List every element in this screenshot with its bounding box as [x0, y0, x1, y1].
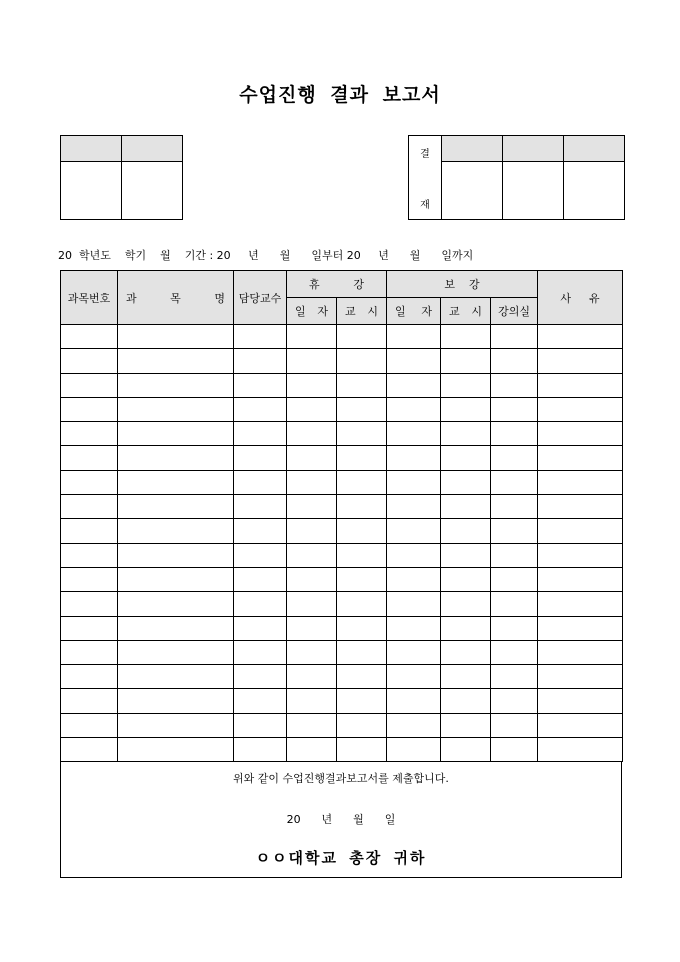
table-cell[interactable]: [387, 495, 441, 519]
table-cell[interactable]: [287, 446, 337, 470]
table-cell[interactable]: [538, 640, 623, 664]
table-cell[interactable]: [234, 543, 287, 567]
table-cell[interactable]: [61, 373, 118, 397]
table-cell[interactable]: [234, 592, 287, 616]
table-cell[interactable]: [118, 349, 234, 373]
header-makeup-period: [441, 298, 491, 325]
table-cell[interactable]: [118, 543, 234, 567]
table-cell[interactable]: [538, 495, 623, 519]
table-cell[interactable]: [287, 665, 337, 689]
table-cell[interactable]: [337, 543, 387, 567]
table-cell[interactable]: [491, 543, 538, 567]
table-cell[interactable]: [337, 446, 387, 470]
table-cell[interactable]: [61, 592, 118, 616]
table-cell[interactable]: [387, 713, 441, 737]
table-cell[interactable]: [491, 325, 538, 349]
table-row: [61, 373, 623, 397]
table-cell[interactable]: [441, 738, 491, 762]
approval-sign-cell[interactable]: [442, 162, 503, 220]
table-row: [61, 665, 623, 689]
header-cancel-period: [337, 298, 387, 325]
left-box-cell[interactable]: [122, 162, 183, 220]
table-cell[interactable]: [337, 495, 387, 519]
table-cell[interactable]: [538, 665, 623, 689]
table-cell[interactable]: [491, 738, 538, 762]
table-cell[interactable]: [441, 325, 491, 349]
table-cell[interactable]: [538, 689, 623, 713]
table-row: [61, 640, 623, 664]
header-subject-name: [118, 271, 234, 325]
table-cell[interactable]: [118, 689, 234, 713]
table-cell[interactable]: [287, 640, 337, 664]
table-row: [61, 349, 623, 373]
table-cell[interactable]: [387, 689, 441, 713]
table-cell[interactable]: [118, 616, 234, 640]
table-cell[interactable]: [538, 325, 623, 349]
header-char: 일: [295, 305, 306, 318]
approval-header-cell[interactable]: [442, 136, 503, 162]
header-makeup-room: 강의실: [491, 298, 538, 325]
table-cell[interactable]: [118, 495, 234, 519]
table-cell[interactable]: [118, 325, 234, 349]
table-cell[interactable]: [118, 713, 234, 737]
header-reason-char: 사: [560, 291, 572, 305]
table-cell[interactable]: [234, 422, 287, 446]
table-cell[interactable]: [387, 325, 441, 349]
table-cell[interactable]: [538, 349, 623, 373]
approval-sign-cell[interactable]: [564, 162, 625, 220]
table-row: [61, 616, 623, 640]
table-cell[interactable]: [538, 592, 623, 616]
table-cell[interactable]: [61, 713, 118, 737]
table-cell[interactable]: [287, 616, 337, 640]
table-cell[interactable]: [538, 543, 623, 567]
table-cell[interactable]: [491, 567, 538, 591]
table-cell[interactable]: [61, 665, 118, 689]
table-cell[interactable]: [118, 519, 234, 543]
table-cell[interactable]: [234, 470, 287, 494]
table-cell[interactable]: [234, 495, 287, 519]
header-subject-name-char: 명: [214, 291, 225, 305]
table-cell[interactable]: [441, 397, 491, 421]
table-cell[interactable]: [387, 397, 441, 421]
header-subject-name-char: 과: [126, 291, 137, 305]
header-char: 시: [367, 305, 378, 318]
table-row: [61, 567, 623, 591]
header-makeup-char: 강: [469, 278, 480, 291]
table-cell[interactable]: [234, 349, 287, 373]
left-box: [60, 135, 183, 220]
table-cell[interactable]: [538, 567, 623, 591]
table-cell[interactable]: [441, 543, 491, 567]
table-cell[interactable]: [441, 616, 491, 640]
table-cell[interactable]: [61, 446, 118, 470]
table-cell[interactable]: [234, 519, 287, 543]
table-cell[interactable]: [491, 592, 538, 616]
table-cell[interactable]: [337, 349, 387, 373]
table-cell[interactable]: [118, 470, 234, 494]
table-cell[interactable]: [441, 519, 491, 543]
submission-date: 20 년 월 일: [286, 813, 396, 826]
table-cell[interactable]: [387, 446, 441, 470]
table-cell[interactable]: [441, 446, 491, 470]
table-cell[interactable]: [118, 665, 234, 689]
table-cell[interactable]: [441, 349, 491, 373]
table-cell[interactable]: [287, 567, 337, 591]
table-cell[interactable]: [61, 689, 118, 713]
table-cell[interactable]: [441, 373, 491, 397]
table-cell[interactable]: [234, 397, 287, 421]
table-cell[interactable]: [234, 325, 287, 349]
table-cell[interactable]: [491, 689, 538, 713]
header-makeup-char: 보: [444, 278, 455, 291]
table-cell[interactable]: [491, 349, 538, 373]
table-cell[interactable]: [491, 422, 538, 446]
table-cell[interactable]: [337, 640, 387, 664]
header-char: 자: [421, 305, 432, 318]
table-cell[interactable]: [337, 373, 387, 397]
table-cell[interactable]: [491, 665, 538, 689]
table-cell[interactable]: [337, 567, 387, 591]
table-cell[interactable]: [441, 422, 491, 446]
table-cell[interactable]: [441, 567, 491, 591]
table-cell[interactable]: [118, 592, 234, 616]
table-cell[interactable]: [538, 616, 623, 640]
header-reason-char: 유: [589, 291, 600, 305]
table-cell[interactable]: [538, 713, 623, 737]
table-cell[interactable]: [337, 665, 387, 689]
table-cell[interactable]: [337, 325, 387, 349]
table-cell[interactable]: [287, 738, 337, 762]
table-cell[interactable]: [387, 373, 441, 397]
header-makeup-class: [387, 271, 538, 298]
page-title: 수업진행 결과 보고서: [239, 84, 441, 106]
table-cell[interactable]: [118, 373, 234, 397]
table-cell[interactable]: [234, 665, 287, 689]
table-cell[interactable]: [118, 422, 234, 446]
table-cell[interactable]: [61, 519, 118, 543]
table-cell[interactable]: [538, 422, 623, 446]
table-cell[interactable]: [387, 470, 441, 494]
table-cell[interactable]: [287, 689, 337, 713]
left-box-cell[interactable]: [61, 162, 122, 220]
table-cell[interactable]: [387, 349, 441, 373]
table-row: [61, 325, 623, 349]
table-cell[interactable]: [441, 470, 491, 494]
table-cell[interactable]: [387, 567, 441, 591]
header-char: 일: [395, 305, 406, 318]
table-cell[interactable]: [491, 616, 538, 640]
table-row: [61, 495, 623, 519]
table-cell[interactable]: [387, 543, 441, 567]
table-cell[interactable]: [538, 738, 623, 762]
table-cell[interactable]: [387, 738, 441, 762]
table-cell[interactable]: [538, 397, 623, 421]
table-row: [61, 470, 623, 494]
header-char: 자: [317, 305, 328, 318]
table-cell[interactable]: [61, 640, 118, 664]
table-cell[interactable]: [287, 519, 337, 543]
table-cell[interactable]: [118, 640, 234, 664]
table-cell[interactable]: [491, 397, 538, 421]
table-cell[interactable]: [61, 567, 118, 591]
table-cell[interactable]: [61, 422, 118, 446]
table-cell[interactable]: [118, 567, 234, 591]
table-cell[interactable]: [234, 713, 287, 737]
header-cancel-date: [287, 298, 337, 325]
table-row: [61, 592, 623, 616]
table-cell[interactable]: [61, 738, 118, 762]
table-cell[interactable]: [118, 397, 234, 421]
table-row: [61, 446, 623, 470]
table-cell[interactable]: [287, 397, 337, 421]
header-char: 시: [471, 305, 482, 318]
table-row: [61, 689, 623, 713]
table-cell[interactable]: [287, 495, 337, 519]
table-row: [61, 519, 623, 543]
table-cell[interactable]: [234, 567, 287, 591]
table-row: [61, 713, 623, 737]
header-cancelled-char: 강: [353, 278, 364, 291]
table-cell[interactable]: [61, 616, 118, 640]
table-cell[interactable]: [287, 373, 337, 397]
table-cell[interactable]: [491, 495, 538, 519]
approval-label-bottom: 재: [420, 199, 430, 211]
table-cell[interactable]: [387, 616, 441, 640]
left-box-header-cell[interactable]: [61, 136, 122, 162]
header-professor: 담당교수: [234, 271, 287, 325]
header-cancelled-char: 휴: [309, 278, 320, 291]
table-cell[interactable]: [538, 446, 623, 470]
table-cell[interactable]: [118, 738, 234, 762]
table-cell[interactable]: [491, 446, 538, 470]
table-cell[interactable]: [234, 689, 287, 713]
table-cell[interactable]: [491, 519, 538, 543]
table-cell[interactable]: [441, 689, 491, 713]
approval-sign-cell[interactable]: [503, 162, 564, 220]
table-cell[interactable]: [491, 640, 538, 664]
table-cell[interactable]: [491, 713, 538, 737]
table-cell[interactable]: [441, 592, 491, 616]
table-cell[interactable]: [287, 325, 337, 349]
table-cell[interactable]: [287, 349, 337, 373]
table-cell[interactable]: [387, 422, 441, 446]
footer: [60, 762, 622, 878]
table-cell[interactable]: [441, 640, 491, 664]
header-makeup-date: [387, 298, 441, 325]
header-char: 교: [345, 305, 356, 318]
table-cell[interactable]: [538, 470, 623, 494]
header-cancelled-class: [287, 271, 387, 298]
table-cell[interactable]: [441, 495, 491, 519]
table-cell[interactable]: [61, 325, 118, 349]
table-cell[interactable]: [337, 616, 387, 640]
table-cell[interactable]: [337, 592, 387, 616]
header-subject-name-char: 목: [170, 291, 181, 305]
table-cell[interactable]: [287, 422, 337, 446]
table-cell[interactable]: [287, 543, 337, 567]
table-row: [61, 543, 623, 567]
table-cell[interactable]: [337, 470, 387, 494]
table-cell[interactable]: [387, 592, 441, 616]
header-char: 교: [449, 305, 460, 318]
table-cell[interactable]: [234, 373, 287, 397]
table-cell[interactable]: [387, 640, 441, 664]
table-row: [61, 738, 623, 762]
table-row: [61, 422, 623, 446]
left-box-header-cell[interactable]: [122, 136, 183, 162]
table-cell[interactable]: [387, 519, 441, 543]
table-cell[interactable]: [234, 616, 287, 640]
table-cell[interactable]: [234, 640, 287, 664]
table-cell[interactable]: [287, 713, 337, 737]
table-cell[interactable]: [287, 592, 337, 616]
table-cell[interactable]: [337, 519, 387, 543]
table-cell[interactable]: [337, 422, 387, 446]
table-cell[interactable]: [441, 665, 491, 689]
table-cell[interactable]: [61, 543, 118, 567]
approval-label-top: 결: [420, 148, 430, 160]
approval-header-cell[interactable]: [564, 136, 625, 162]
table-cell[interactable]: [441, 713, 491, 737]
table-cell[interactable]: [491, 470, 538, 494]
approval-header-cell[interactable]: [503, 136, 564, 162]
table-cell[interactable]: [234, 738, 287, 762]
table-cell[interactable]: [287, 470, 337, 494]
report-table: [60, 270, 623, 762]
table-cell[interactable]: [538, 519, 623, 543]
header-subject-no: 과목번호: [61, 271, 118, 325]
header-reason: [538, 271, 623, 325]
table-cell[interactable]: [118, 446, 234, 470]
table-cell[interactable]: [234, 446, 287, 470]
addressee: ㅇㅇ대학교 총장 귀하: [255, 849, 427, 867]
table-cell[interactable]: [61, 495, 118, 519]
table-cell[interactable]: [337, 738, 387, 762]
approval-box: [408, 135, 625, 220]
period-line: 20 학년도 학기 월 기간 : 20 년 월 일부터 20 년 월 일까지: [58, 249, 474, 262]
table-cell[interactable]: [538, 373, 623, 397]
table-cell[interactable]: [61, 349, 118, 373]
table-cell[interactable]: [491, 373, 538, 397]
table-cell[interactable]: [337, 713, 387, 737]
table-row: [61, 397, 623, 421]
table-cell[interactable]: [387, 665, 441, 689]
table-cell[interactable]: [337, 689, 387, 713]
table-cell[interactable]: [61, 397, 118, 421]
table-cell[interactable]: [61, 470, 118, 494]
approval-label: [409, 136, 442, 220]
declaration-text: 위와 같이 수업진행결과보고서를 제출합니다.: [233, 772, 449, 785]
table-cell[interactable]: [337, 397, 387, 421]
